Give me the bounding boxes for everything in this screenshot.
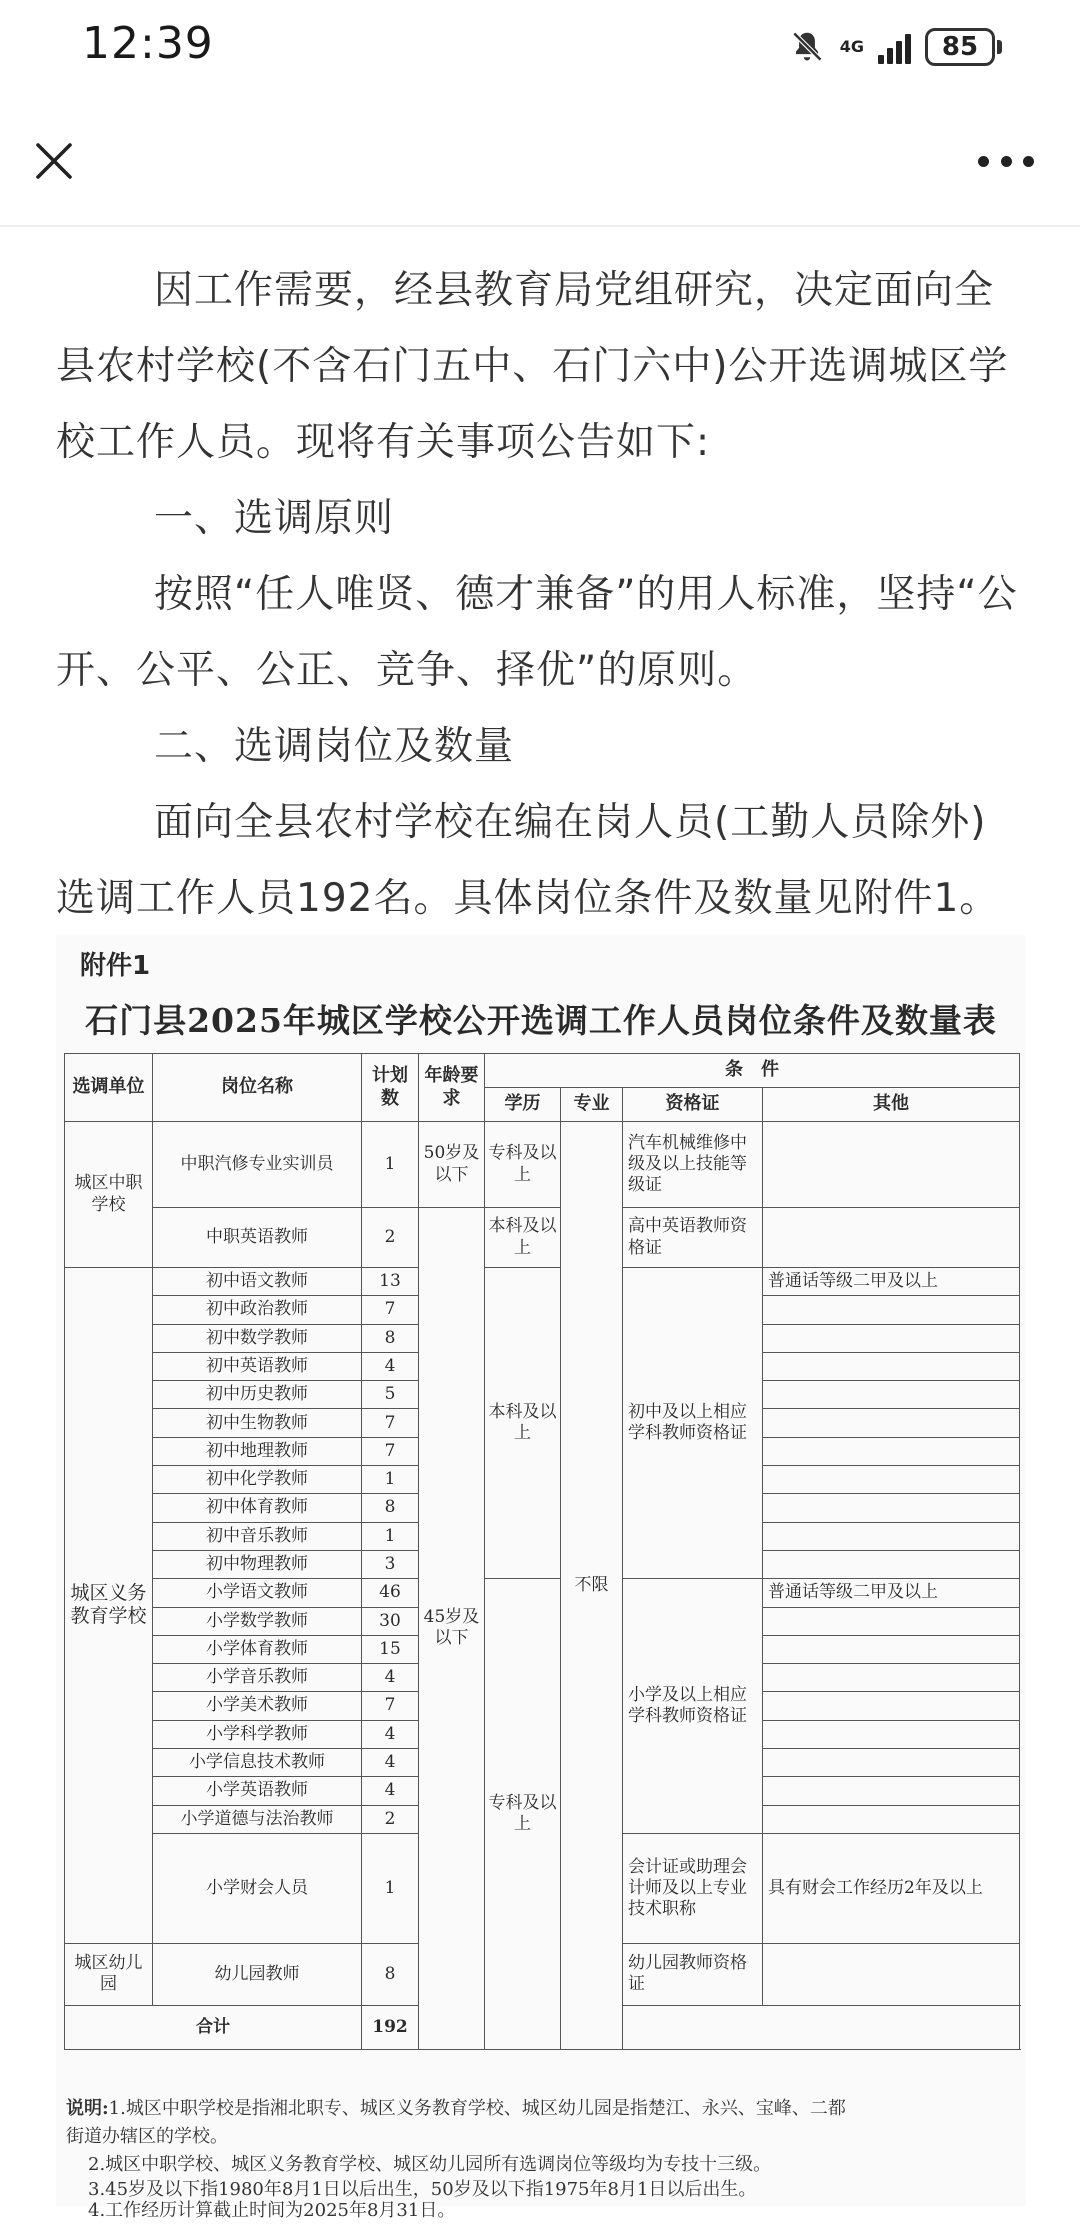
table-title: 石门县2025年城区学校公开选调工作人员岗位条件及数量表 — [85, 1001, 997, 1040]
table-row — [65, 1268, 1020, 1296]
position-cell: 初中政治教师 — [153, 1296, 362, 1324]
other-cell: 普通话等级二甲及以上 — [763, 1268, 1020, 1296]
education-cell: 本科及以上 — [485, 1208, 561, 1268]
header-age: 年龄要求 — [419, 1054, 485, 1122]
other-cell — [763, 1296, 1020, 1324]
note-line: 2.城区中职学校、城区义务教育学校、城区幼儿园所有选调岗位等级均为专技十三级。 — [88, 2154, 772, 2175]
count-cell: 8 — [362, 1494, 419, 1522]
position-cell: 小学数学教师 — [153, 1607, 362, 1635]
position-cell: 初中英语教师 — [153, 1352, 362, 1380]
count-cell: 2 — [362, 1208, 419, 1268]
unit-cell: 城区义务教育学校 — [65, 1268, 153, 1944]
count-cell: 13 — [362, 1268, 419, 1296]
battery-icon — [925, 28, 1002, 66]
nav-bar — [0, 95, 1080, 227]
position-cell: 初中化学教师 — [153, 1466, 362, 1494]
other-cell — [763, 1522, 1020, 1550]
count-cell: 4 — [362, 1352, 419, 1380]
position-cell: 初中地理教师 — [153, 1437, 362, 1465]
other-cell: 具有财会工作经历2年及以上 — [763, 1833, 1020, 1943]
position-cell: 中职英语教师 — [153, 1208, 362, 1268]
position-cell: 小学语文教师 — [153, 1579, 362, 1607]
certificate-cell: 高中英语教师资格证 — [623, 1208, 763, 1268]
certificate-cell: 初中及以上相应学科教师资格证 — [623, 1268, 763, 1579]
other-cell — [763, 1943, 1020, 2005]
other-cell — [763, 1720, 1020, 1748]
count-cell: 7 — [362, 1409, 419, 1437]
other-cell: 普通话等级二甲及以上 — [763, 1579, 1020, 1607]
count-cell: 15 — [362, 1635, 419, 1663]
total-value: 192 — [362, 2005, 419, 2049]
education-cell: 专科及以上 — [485, 1122, 561, 1208]
unit-cell: 城区幼儿园 — [65, 1943, 153, 2005]
other-cell — [763, 1494, 1020, 1522]
count-cell: 4 — [362, 1720, 419, 1748]
other-cell — [763, 1352, 1020, 1380]
position-cell: 初中物理教师 — [153, 1550, 362, 1578]
note-line: 3.45岁及以下指1980年8月1日以后出生，50岁及以下指1975年8月1日以后出生。 — [88, 2179, 757, 2200]
position-cell: 小学音乐教师 — [153, 1664, 362, 1692]
count-cell: 8 — [362, 1943, 419, 2005]
count-cell: 7 — [362, 1296, 419, 1324]
other-cell — [763, 1437, 1020, 1465]
other-cell — [763, 1635, 1020, 1663]
other-cell — [763, 1409, 1020, 1437]
count-cell: 3 — [362, 1550, 419, 1578]
paragraph: 因工作需要，经县教育局党组研究，决定面向全县农村学校(不含石门五中、石门六中)公开选调城区学校工作人员。现将有关事项公告如下: — [56, 268, 1009, 465]
header-major: 专业 — [561, 1088, 623, 1122]
note-line: 说明:1.城区中职学校是指湘北职专、城区义务教育学校、城区幼儿园是指楚江、永兴、宝峰、二都 — [66, 2098, 846, 2119]
bell-off-icon — [788, 28, 826, 66]
certificate-cell: 幼儿园教师资格证 — [623, 1943, 763, 2005]
count-cell: 7 — [362, 1437, 419, 1465]
position-cell: 初中生物教师 — [153, 1409, 362, 1437]
position-cell: 小学财会人员 — [153, 1833, 362, 1943]
count-cell: 7 — [362, 1692, 419, 1720]
age-cell: 45岁及以下 — [419, 1208, 485, 2050]
positions-table — [64, 1053, 1020, 2050]
other-cell — [763, 1550, 1020, 1578]
other-cell — [763, 1777, 1020, 1805]
article-body — [56, 227, 1026, 937]
attachment-image[interactable] — [56, 935, 1026, 2221]
section-heading: 二、选调岗位及数量 — [154, 724, 515, 769]
count-cell: 4 — [362, 1664, 419, 1692]
header-plan: 计划数 — [362, 1054, 419, 1122]
other-cell — [763, 1664, 1020, 1692]
position-cell: 初中数学教师 — [153, 1324, 362, 1352]
major-cell: 不限 — [561, 1122, 623, 2050]
table-row — [65, 1579, 1020, 1607]
count-cell: 2 — [362, 1805, 419, 1833]
signal-icon — [878, 30, 911, 64]
total-label: 合计 — [65, 2005, 362, 2049]
age-cell: 50岁及以下 — [419, 1122, 485, 1208]
count-cell: 46 — [362, 1579, 419, 1607]
certificate-cell: 会计证或助理会计师及以上专业技术职称 — [623, 1833, 763, 1943]
count-cell: 1 — [362, 1522, 419, 1550]
note-line: 4.工作经历计算截止时间为2025年8月31日。 — [88, 2200, 456, 2221]
certificate-cell: 汽车机械维修中级及以上技能等级证 — [623, 1122, 763, 1208]
other-cell — [763, 1122, 1020, 1208]
position-cell: 初中体育教师 — [153, 1494, 362, 1522]
note-line: 街道办辖区的学校。 — [66, 2126, 228, 2147]
count-cell: 8 — [362, 1324, 419, 1352]
other-cell — [763, 1466, 1020, 1494]
position-cell: 小学道德与法治教师 — [153, 1805, 362, 1833]
header-unit: 选调单位 — [65, 1054, 153, 1122]
other-cell — [763, 1324, 1020, 1352]
position-cell: 小学英语教师 — [153, 1777, 362, 1805]
education-cell: 本科及以上 — [485, 1268, 561, 1579]
education-cell: 专科及以上 — [485, 1579, 561, 2050]
position-cell: 中职汽修专业实训员 — [153, 1122, 362, 1208]
other-cell — [763, 1208, 1020, 1268]
header-education: 学历 — [485, 1088, 561, 1122]
count-cell: 1 — [362, 1122, 419, 1208]
section-heading: 一、选调原则 — [154, 496, 395, 541]
position-cell: 小学美术教师 — [153, 1692, 362, 1720]
status-icons — [788, 22, 1002, 72]
certificate-cell: 小学及以上相应学科教师资格证 — [623, 1579, 763, 1834]
more-icon[interactable] — [978, 149, 1034, 173]
position-cell: 初中音乐教师 — [153, 1522, 362, 1550]
header-conditions: 条 件 — [485, 1054, 1020, 1088]
header-other: 其他 — [763, 1088, 1020, 1122]
count-cell: 1 — [362, 1833, 419, 1943]
table-row — [65, 1122, 1020, 1208]
battery-level: 85 — [925, 28, 995, 66]
other-cell — [763, 1692, 1020, 1720]
count-cell: 30 — [362, 1607, 419, 1635]
unit-cell: 城区中职学校 — [65, 1122, 153, 1268]
count-cell: 5 — [362, 1381, 419, 1409]
status-time: 12:39 — [82, 18, 214, 69]
other-cell — [763, 1749, 1020, 1777]
table-row — [65, 1208, 1020, 1268]
position-cell: 小学科学教师 — [153, 1720, 362, 1748]
count-cell: 4 — [362, 1749, 419, 1777]
other-cell — [763, 1805, 1020, 1833]
position-cell: 幼儿园教师 — [153, 1943, 362, 2005]
count-cell: 1 — [362, 1466, 419, 1494]
position-cell: 初中历史教师 — [153, 1381, 362, 1409]
paragraph: 面向全县农村学校在编在岗人员(工勤人员除外)选调工作人员192名。具体岗位条件及数量见附件1。 — [56, 800, 1000, 921]
header-certificate: 资格证 — [623, 1088, 763, 1122]
other-cell — [763, 1381, 1020, 1409]
position-cell: 初中语文教师 — [153, 1268, 362, 1296]
count-cell: 4 — [362, 1777, 419, 1805]
position-cell: 小学信息技术教师 — [153, 1749, 362, 1777]
status-bar — [0, 0, 1080, 95]
network-type: 4G — [839, 37, 864, 56]
attachment-label: 附件1 — [80, 951, 151, 981]
other-cell — [763, 1607, 1020, 1635]
close-icon[interactable] — [30, 137, 78, 185]
position-cell: 小学体育教师 — [153, 1635, 362, 1663]
header-position: 岗位名称 — [153, 1054, 362, 1122]
paragraph: 按照“任人唯贤、德才兼备”的用人标准，坚持“公开、公平、公正、竞争、择优”的原则。 — [56, 572, 1018, 693]
